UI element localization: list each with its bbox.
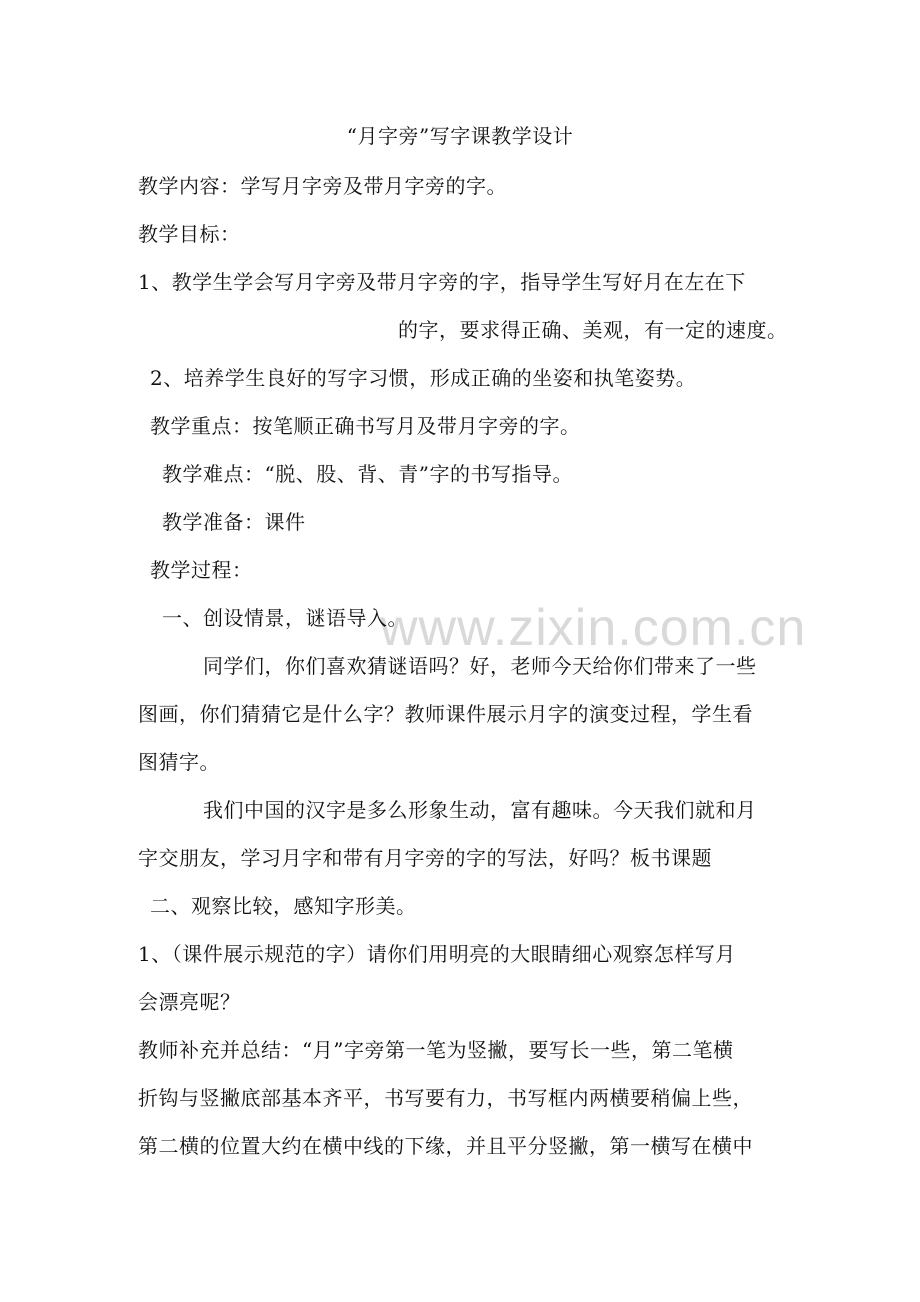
teaching-preparation: 教学准备：课件 xyxy=(162,510,306,534)
summary-line-1: 教师补充并总结：“月”字旁第一笔为竖撇，要写长一些，第二笔横 xyxy=(138,1038,734,1062)
section-1-heading: 一、创设情景，谜语导入。 xyxy=(162,606,408,630)
watermark: www.zixin.com.cn xyxy=(380,599,807,657)
step-1-line-2: 会漂亮呢？ xyxy=(138,990,241,1014)
paragraph-2-line-1: 我们中国的汉字是多么形象生动，富有趣味。今天我们就和月 xyxy=(203,798,757,822)
teaching-focus: 教学重点：按笔顺正确书写月及带月字旁的字。 xyxy=(150,414,581,438)
summary-line-2: 折钩与竖撇底部基本齐平，书写要有力，书写框内两横要稍偏上些， xyxy=(138,1086,753,1110)
goal-1-line-1: 1、教学生学会写月字旁及带月字旁的字，指导学生写好月在左在下 xyxy=(138,270,746,294)
summary-line-3: 第二横的位置大约在横中线的下缘，并且平分竖撇，第一横写在横中 xyxy=(138,1134,753,1158)
paragraph-1-line-2: 图画，你们猜猜它是什么字？教师课件展示月字的演变过程，学生看 xyxy=(138,702,753,726)
teaching-goals-heading: 教学目标： xyxy=(138,222,241,246)
paragraph-2-line-2: 字交朋友，学习月字和带有月字旁的字的写法，好吗？板书课题 xyxy=(138,846,712,870)
teaching-difficulty: 教学难点：“脱、股、背、青”字的书写指导。 xyxy=(162,462,573,486)
paragraph-1-line-1: 同学们，你们喜欢猜谜语吗？好，老师今天给你们带来了一些 xyxy=(203,654,757,678)
goal-1-line-2: 的字，要求得正确、美观，有一定的速度。 xyxy=(398,318,788,342)
section-2-heading: 二、观察比较，感知字形美。 xyxy=(150,894,417,918)
teaching-process-heading: 教学过程： xyxy=(150,558,253,582)
step-1-line-1: 1、（课件展示规范的字）请你们用明亮的大眼睛细心观察怎样写月 xyxy=(138,942,736,966)
goal-2: 2、培养学生良好的写字习惯，形成正确的坐姿和执笔姿势。 xyxy=(150,366,697,390)
document-title: “月字旁”写字课教学设计 xyxy=(346,124,574,148)
teaching-content: 教学内容：学写月字旁及带月字旁的字。 xyxy=(138,174,507,198)
paragraph-1-line-3: 图猜字。 xyxy=(138,750,220,774)
